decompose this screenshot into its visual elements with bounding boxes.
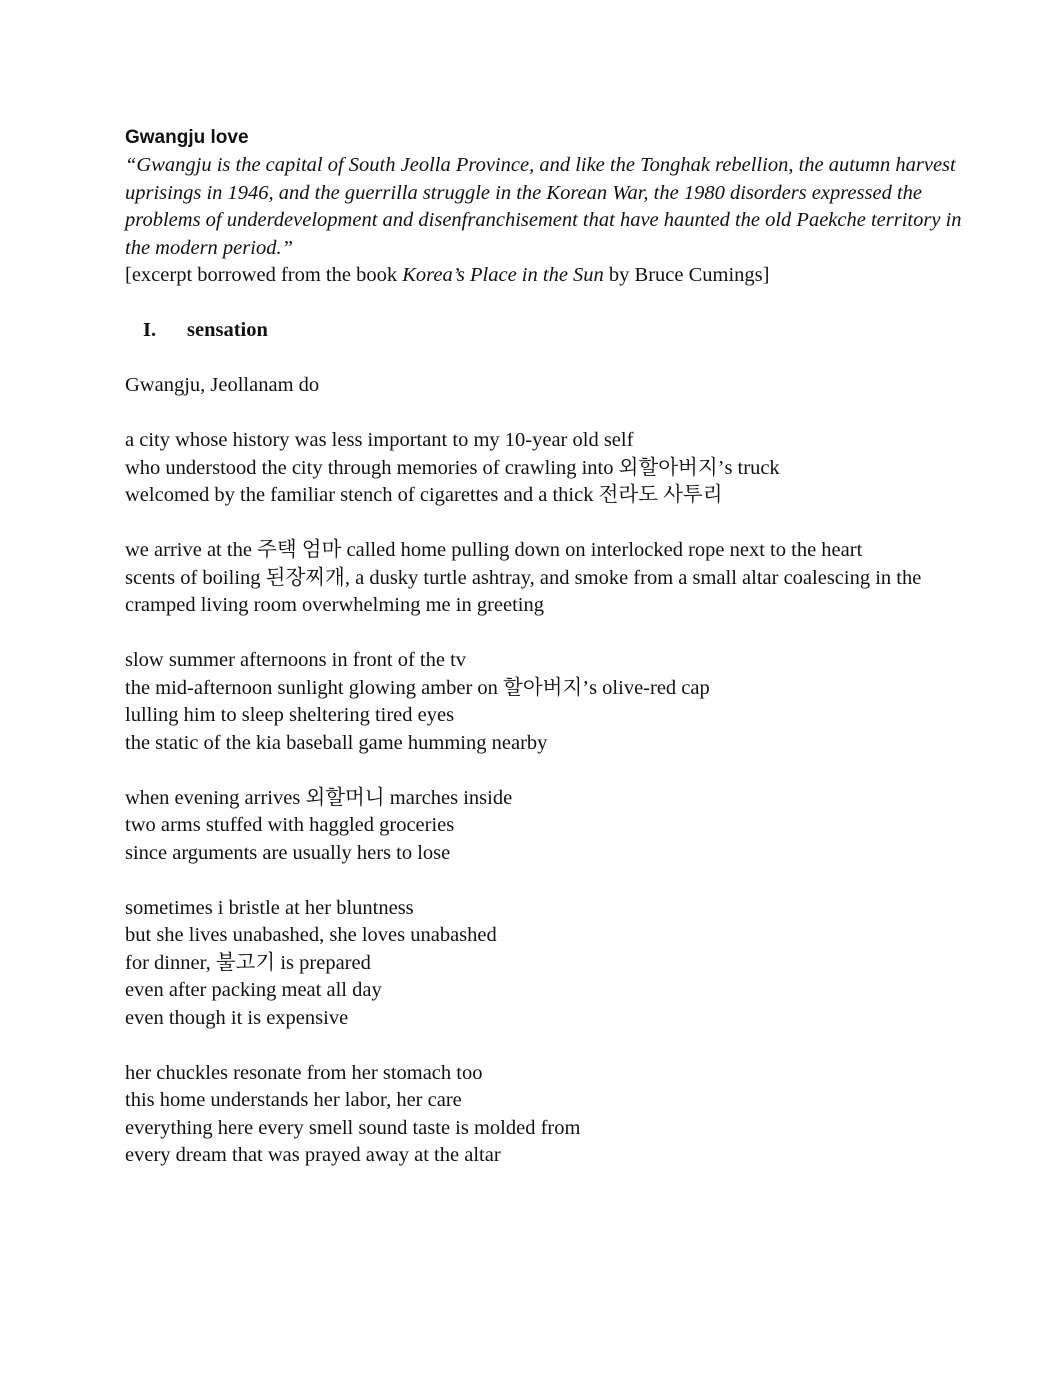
poem-line: the static of the kia baseball game humming nearby [125,731,548,754]
poem-line: lulling him to sleep sheltering tired eyes [125,704,455,726]
stanza [125,427,965,510]
source-book-title: Korea’s Place in the Sun [402,264,604,286]
stanza [125,1060,965,1170]
stanza [125,537,965,620]
poem-line: scents of boiling 된장찌개, a dusky turtle ashtray, and smoke from a small altar coalescing in the [125,566,922,589]
stanza [125,895,965,1033]
epigraph-source [125,262,965,290]
poem-line: who understood the city through memories of crawling into 외할아버지’s truck [125,456,780,479]
source-prefix: [excerpt borrowed from the book [125,264,403,286]
poem-line: every dream that was prayed away at the altar [125,1144,501,1166]
poem-line: for dinner, 불고기 is prepared [125,951,371,974]
poem-line: but she lives unabashed, she loves unabashed [125,924,497,946]
poem-line: we arrive at the 주택 엄마 called home pulling down on interlocked rope next to the heart [125,539,863,561]
poem-line: even after packing meat all day [125,979,382,1001]
poem-line: slow summer afternoons in front of the tv [125,649,467,671]
poem-line: even though it is expensive [125,1006,349,1029]
poem-line: her chuckles resonate from her stomach too [125,1061,483,1084]
poem-line: this home understands her labor, her care [125,1089,462,1111]
section-title: sensation [187,319,268,341]
poem-line: since arguments are usually hers to lose [125,841,451,864]
stanza [125,785,965,868]
epigraph-quote: “Gwangju is the capital of South Jeolla Province, and like the Tonghak rebellion, the autumn harvest uprisings in 1946, and the guerrilla struggle in the Korean War, the 1980 disorders expressed the problems of underdevelopment and disenfranchisement that have haunted the old Paekche territory in the modern period.” [125,154,962,259]
poem-line: a city whose history was less important to my 10-year old self [125,429,634,451]
poem-line: cramped living room overwhelming me in greeting [125,594,544,616]
poem-line: the mid-afternoon sunlight glowing amber on 할아버지’s olive-red cap [125,676,710,699]
poem-line: when evening arrives 외할머니 marches inside [125,786,513,809]
poem-line: everything here every smell sound taste is molded from [125,1116,581,1139]
poem-line: Gwangju, Jeollanam do [125,374,320,396]
stanza [125,647,965,757]
poem-line: sometimes i bristle at her bluntness [125,896,414,919]
source-suffix: by Bruce Cumings] [603,264,770,286]
poem-title: Gwangju love [125,127,249,148]
poem-line: welcomed by the familiar stench of cigarettes and a thick 전라도 사투리 [125,484,723,506]
section-heading [143,317,965,345]
stanza [125,372,965,400]
document-page [125,124,965,1170]
poem-line: two arms stuffed with haggled groceries [125,814,455,836]
section-number: I. [143,319,157,341]
